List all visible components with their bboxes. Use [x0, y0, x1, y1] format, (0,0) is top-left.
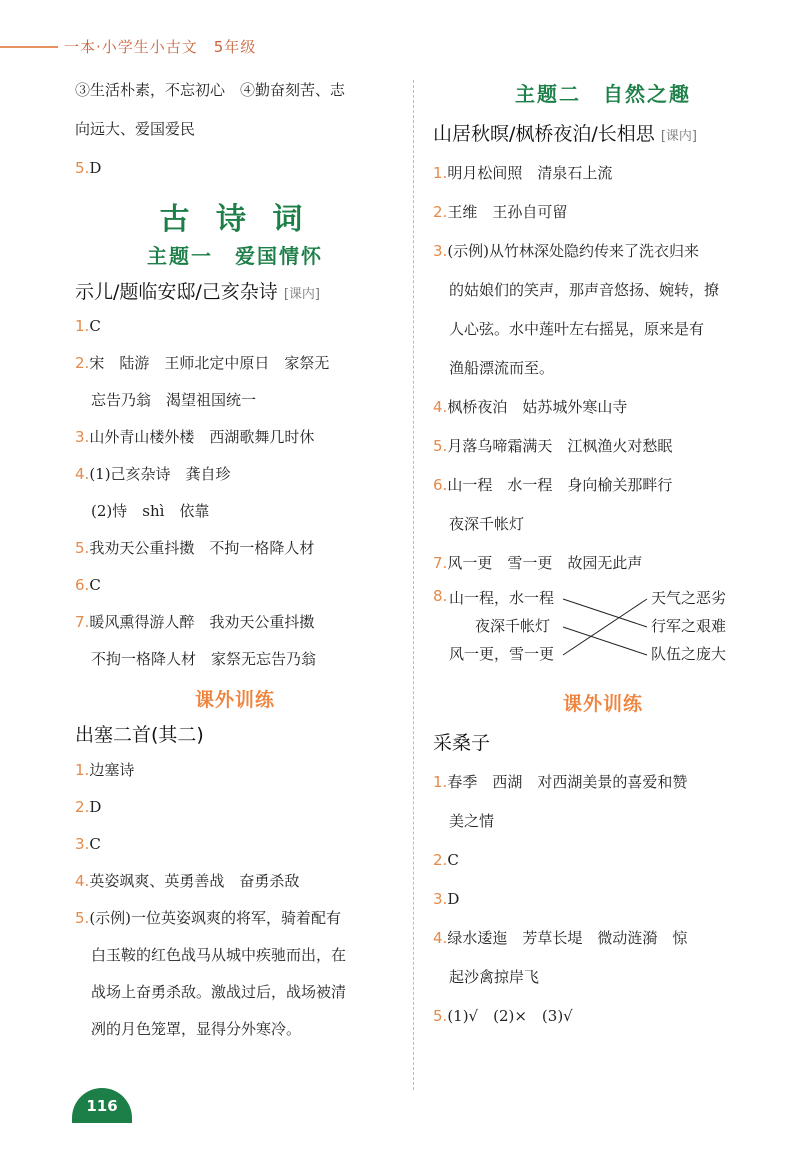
match-right-item: 行军之艰难 — [651, 617, 727, 635]
match-line — [563, 627, 647, 655]
header-line — [0, 46, 58, 48]
answer-item: 1.明月松间照 清泉石上流 — [433, 164, 613, 182]
match-right-item: 天气之恶劣 — [651, 589, 727, 607]
answer-item-cont: 白玉鞍的红色战马从城中疾驰而出，在 — [91, 946, 347, 964]
theme-title: 主题二 自然之趣 — [515, 82, 691, 106]
answer-item: 4.绿水逶迤 芳草长堤 微动涟漪 惊 — [433, 929, 688, 947]
left-column — [75, 78, 395, 1041]
answer-item: 6.C — [75, 576, 101, 594]
answer-item: 6.山一程 水一程 身向榆关那畔行 — [433, 476, 673, 494]
answer-item: 5.我劝天公重抖擞 不拘一格降人材 — [75, 539, 315, 557]
theme-title: 主题一 爱国情怀 — [147, 244, 323, 268]
answer-item-cont: 起沙禽掠岸飞 — [449, 968, 540, 986]
answer-item: 3.山外青山楼外楼 西湖歌舞几时休 — [75, 428, 315, 446]
extra-practice-title: 课外训练 — [194, 689, 275, 711]
answer-item: 2.王维 王孙自可留 — [433, 203, 568, 221]
answer-item: 1.春季 西湖 对西湖美景的喜爱和赞 — [433, 773, 688, 791]
answer-item-cont: (2)恃 shì 依靠 — [91, 502, 210, 520]
matching-exercise — [433, 585, 773, 669]
answer-item: 3.(示例)从竹林深处隐约传来了洗衣归来 — [433, 242, 700, 260]
right-column — [433, 78, 773, 1028]
page-number: 116 — [72, 1088, 132, 1122]
answer-item-cont: 美之情 — [449, 812, 495, 830]
answer-item: 4.(1)己亥杂诗 龚自珍 — [75, 465, 231, 483]
lesson-title: 山居秋暝/枫桥夜泊/长相思 [课内] — [433, 123, 697, 145]
answer-item-cont: 的姑娘们的笑声，那声音悠扬、婉转，撩 — [449, 281, 720, 299]
answer-item: 2.宋 陆游 王师北定中原日 家祭无 — [75, 354, 330, 372]
answer-item: 3.D — [433, 890, 460, 908]
matching-lines — [433, 585, 773, 669]
answer-item-cont: 不拘一格降人材 家祭无忘告乃翁 — [91, 650, 317, 668]
lesson-title: 示儿/题临安邸/己亥杂诗 [课内] — [75, 281, 320, 303]
answer-item: 3.C — [75, 835, 101, 853]
answer-item: 2.D — [75, 798, 102, 816]
answer-item: 1.边塞诗 — [75, 761, 135, 779]
big-section-title: 古 诗 词 — [159, 202, 311, 237]
extra-practice-title: 课外训练 — [562, 693, 643, 715]
answer-item: 7.风一更 雪一更 故园无此声 — [433, 554, 643, 572]
answer-item-cont: 忘告乃翁 渴望祖国统一 — [91, 391, 257, 409]
lesson-title: 采桑子 — [433, 732, 491, 754]
match-left-item: 夜深千帐灯 — [475, 617, 551, 635]
answer-item-cont: 渔船漂流而至。 — [449, 359, 555, 377]
lesson-tag: [课内] — [283, 287, 320, 302]
answer-item: 5.(1)√ (2)× (3)√ — [433, 1007, 573, 1025]
lesson-title: 出塞二首(其二) — [75, 724, 204, 746]
answer-item: 4.枫桥夜泊 姑苏城外寒山寺 — [433, 398, 628, 416]
answer-item-cont: 人心弦。水中莲叶左右摇晃，原来是有 — [449, 320, 705, 338]
answer-item: 1.C — [75, 317, 101, 335]
answer-item-cont: 夜深千帐灯 — [449, 515, 525, 533]
question-number: 8. — [433, 587, 448, 605]
match-right-item: 队伍之庞大 — [651, 645, 727, 663]
answer-item-cont: 冽的月色笼罩，显得分外寒冷。 — [91, 1020, 302, 1038]
column-divider — [413, 80, 414, 1090]
answer-item: 4.英姿飒爽、英勇善战 奋勇杀敌 — [75, 872, 300, 890]
match-line — [563, 599, 647, 655]
answer-item-cont: 战场上奋勇杀敌。激战过后，战场被清 — [91, 983, 347, 1001]
lesson-tag: [课内] — [660, 129, 697, 144]
answer-continued-line: 向远大、爱国爱民 — [75, 120, 196, 138]
answer-item: 7.暖风熏得游人醉 我劝天公重抖擞 — [75, 613, 315, 631]
page-number-base — [72, 1120, 132, 1123]
answer-item: 5.(示例)一位英姿飒爽的将军，骑着配有 — [75, 909, 342, 927]
answer-item: 5.D — [75, 159, 102, 177]
answer-continued-line: ③生活朴素，不忘初心 ④勤奋刻苦、志 — [75, 81, 346, 99]
match-left-item: 山一程，水一程 — [449, 589, 555, 607]
answer-item: 5.月落乌啼霜满天 江枫渔火对愁眠 — [433, 437, 673, 455]
running-header: 一本·小学生小古文 5年级 — [64, 38, 257, 56]
match-line — [563, 599, 647, 627]
match-left-item: 风一更，雪一更 — [449, 645, 555, 663]
answer-item: 2.C — [433, 851, 459, 869]
